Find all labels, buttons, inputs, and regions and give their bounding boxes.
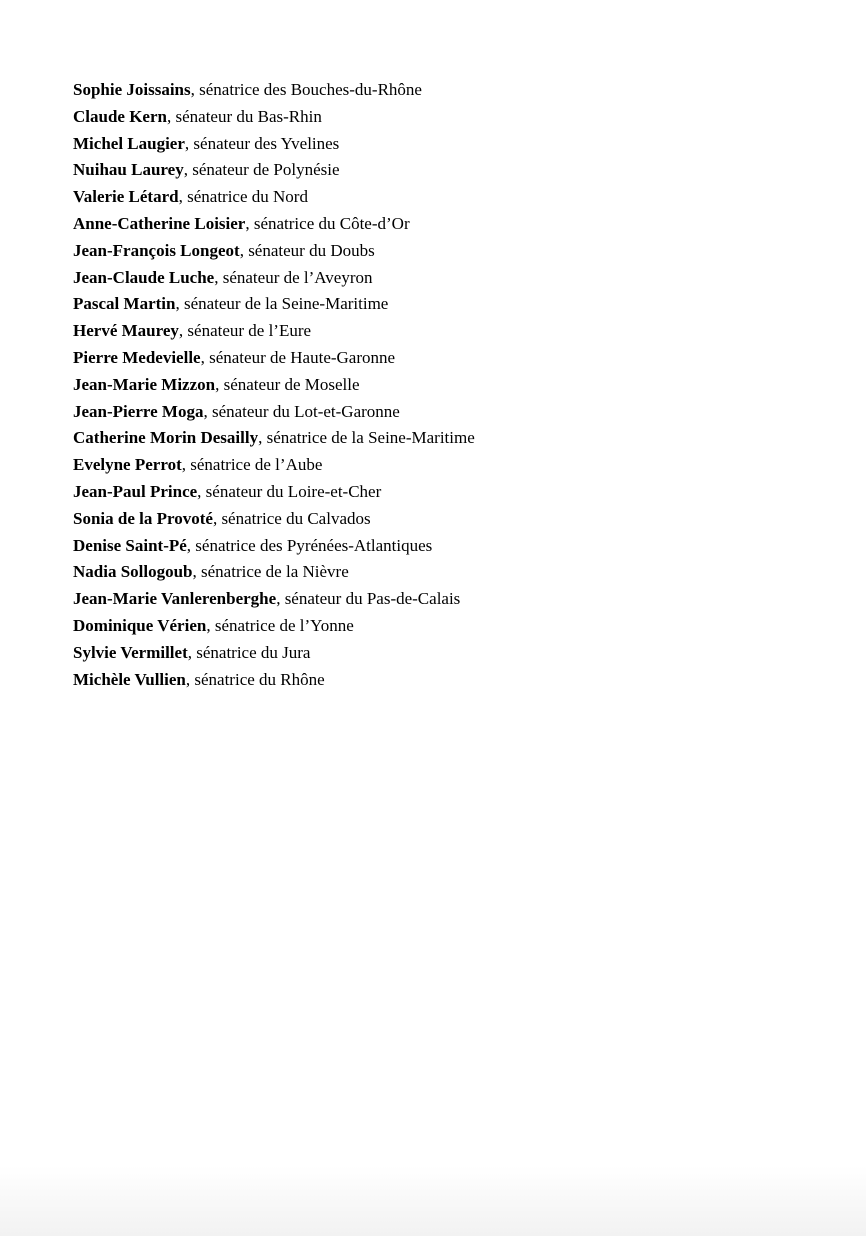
senator-role: , sénateur du Doubs [239,240,375,260]
senator-role: , sénatrice de la Nièvre [192,562,349,582]
senator-role: , sénatrice de l’Aube [181,455,323,475]
senator-name: Valerie Létard [73,187,179,207]
senator-role: , sénatrice du Calvados [212,508,371,528]
senator-name: Sophie Joissains [73,80,191,99]
senator-role: , sénateur de Moselle [215,374,360,394]
list-item [73,533,475,560]
senator-role: , sénatrice du Rhône [185,669,325,689]
senator-list [73,77,475,693]
list-item [73,399,475,426]
list-item [73,667,475,694]
list-item [73,640,475,667]
senator-name: Michel Laugier [73,133,185,153]
senator-role: , sénatrice du Jura [187,642,311,662]
page-bottom-shadow [0,1166,866,1236]
senator-name: Sonia de la Provoté [73,508,213,528]
senator-name: Jean-Paul Prince [73,481,198,501]
list-item [73,345,475,372]
list-item [73,318,475,345]
senator-name: Dominique Vérien [73,615,207,635]
senator-name: Jean-Claude Luche [73,267,215,287]
senator-name: Michèle Vullien [73,669,186,689]
list-item [73,265,475,292]
senator-role: , sénateur de l’Eure [178,321,312,341]
senator-role: , sénateur du Loire-et-Cher [197,481,382,501]
list-item [73,104,475,131]
list-item [73,506,475,533]
list-item [73,77,475,104]
senator-name: Pascal Martin [73,294,176,314]
list-item [73,238,475,265]
list-item [73,452,475,479]
list-item [73,157,475,184]
senator-role: , sénateur du Bas-Rhin [166,106,322,126]
senator-name: Evelyne Perrot [73,455,182,475]
senator-role: , sénateur du Lot-et-Garonne [203,401,400,421]
list-item [73,291,475,318]
senator-role: , sénateur de l’Aveyron [214,267,373,287]
senator-name: Jean-Marie Mizzon [73,374,216,394]
list-item [73,479,475,506]
senator-role: , sénateur de Polynésie [183,160,340,180]
list-item [73,372,475,399]
senator-name: Nadia Sollogoub [73,562,193,582]
list-item [73,586,475,613]
senator-role: , sénatrice des Bouches-du-Rhône [190,80,422,99]
senator-role: , sénatrice des Pyrénées-Atlantiques [186,535,433,555]
senator-name: Claude Kern [73,106,167,126]
senator-name: Anne-Catherine Loisier [73,213,246,233]
list-item [73,559,475,586]
senator-name: Hervé Maurey [73,321,179,341]
senator-name: Catherine Morin Desailly [73,428,259,448]
senator-role: , sénatrice du Côte-d’Or [245,213,410,233]
senator-name: Nuihau Laurey [73,160,184,180]
senator-name: Denise Saint-Pé [73,535,187,555]
senator-role: , sénateur des Yvelines [184,133,340,153]
senator-role: , sénatrice de la Seine-Maritime [258,428,475,448]
list-item [73,211,475,238]
list-item [73,131,475,158]
senator-role: , sénatrice du Nord [178,187,308,207]
list-item [73,425,475,452]
senator-role: , sénatrice de l’Yonne [206,615,354,635]
list-item [73,613,475,640]
senator-role: , sénateur de Haute-Garonne [200,347,396,367]
senator-name: Jean-Marie Vanlerenberghe [73,589,277,609]
senator-name: Sylvie Vermillet [73,642,188,662]
senator-name: Jean-François Longeot [73,240,240,260]
senator-role: , sénateur du Pas-de-Calais [276,589,461,609]
senator-name: Pierre Medevielle [73,347,201,367]
senator-name: Jean-Pierre Moga [73,401,204,421]
senator-role: , sénateur de la Seine-Maritime [175,294,389,314]
list-item [73,184,475,211]
